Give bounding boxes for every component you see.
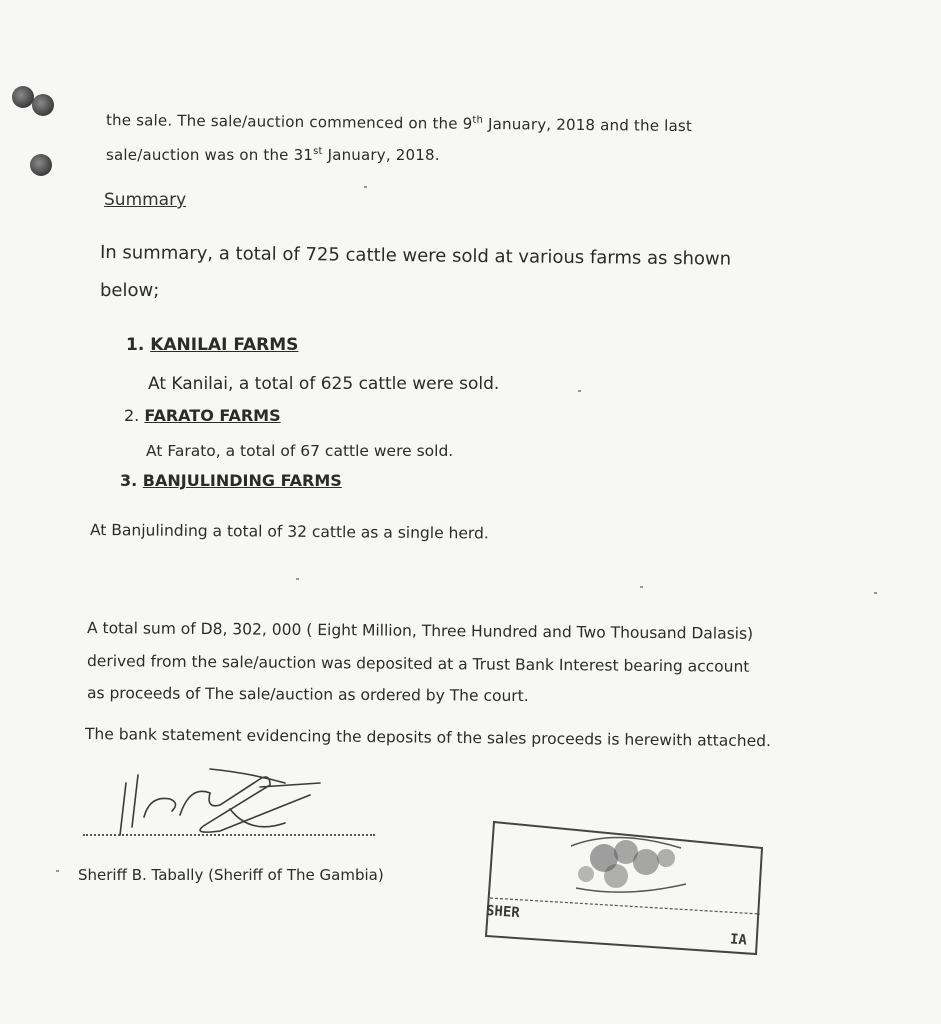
farm-heading-farato: 2. FARATO FARMS [124,406,281,425]
punch-hole [12,86,34,108]
scan-speck [56,870,59,872]
proceeds-line-2: derived from the sale/auction was deposited at a Trust Bank Interest bearing account [86,652,750,676]
stamp-text-left: SHER [485,902,521,922]
statement-line: The bank statement evidencing the deposits of the sales proceeds is herewith attached. [84,725,772,751]
punch-hole [30,154,52,176]
proceeds-line-3: as proceeds of The sale/auction as ordered by The court. [86,684,529,706]
summary-line-2: below; [100,280,160,301]
punch-hole [32,94,54,116]
scan-speck [874,592,877,594]
signature-line [83,834,375,836]
summary-heading: Summary [104,190,187,210]
farm-heading-banjulinding: 3. BANJULINDING FARMS [120,471,342,490]
scan-speck [364,186,367,188]
stamp-text-right: IA [729,931,748,949]
farm-detail-kanilai: At Kanilai, a total of 625 cattle were sold. [148,374,500,394]
farm-heading-kanilai: 1. KANILAI FARMS [126,335,299,355]
farm-detail-banjulinding: At Banjulinding a total of 32 cattle as a single herd. [89,521,489,543]
signature-mark [110,765,340,845]
intro-line-1: the sale. The sale/auction commenced on the 9th January, 2018 and the last [105,110,693,136]
summary-line-1: In summary, a total of 725 cattle were sold at various farms as shown [99,242,732,270]
farm-detail-farato: At Farato, a total of 67 cattle were sold. [146,442,454,460]
scan-speck [296,578,299,580]
intro-line-2: sale/auction was on the 31st January, 2018. [106,146,440,164]
scan-speck [640,586,643,588]
proceeds-line-1: A total sum of D8, 302, 000 ( Eight Million, Three Hundred and Two Thousand Dalasis) [86,619,754,643]
scan-speck [578,390,581,392]
signatory-name: Sheriff B. Tabally (Sheriff of The Gambia) [78,866,384,884]
official-stamp [476,818,768,958]
